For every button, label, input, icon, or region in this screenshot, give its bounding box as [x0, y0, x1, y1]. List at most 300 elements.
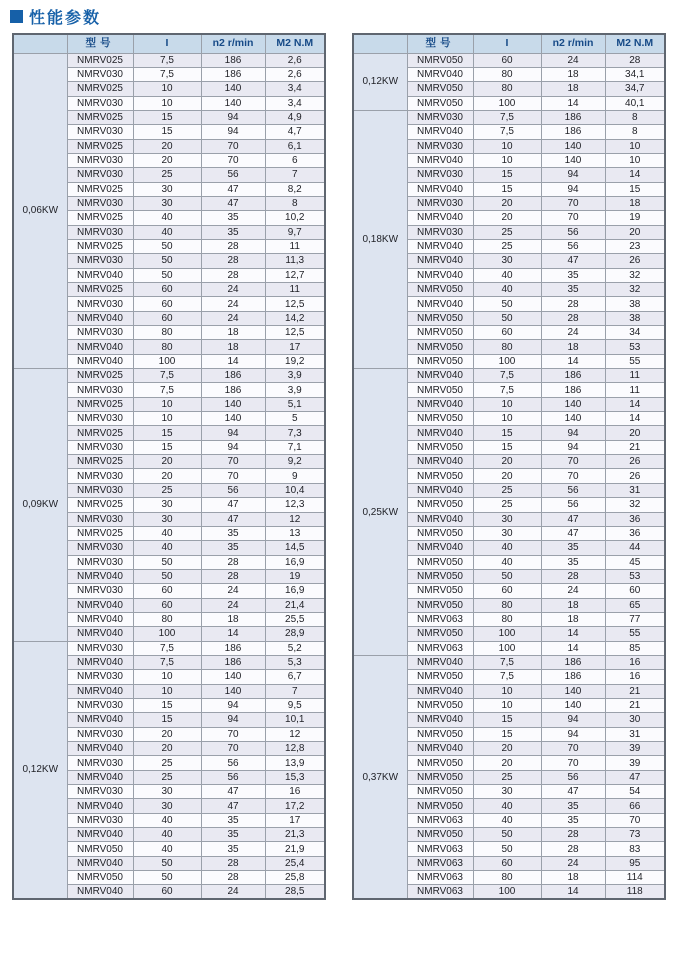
cell-ratio: 25	[473, 483, 541, 497]
header-ratio: I	[473, 34, 541, 53]
cell-speed: 28	[541, 297, 605, 311]
cell-ratio: 100	[473, 641, 541, 655]
cell-speed: 35	[201, 813, 265, 827]
cell-model: NMRV030	[67, 297, 133, 311]
cell-ratio: 40	[473, 799, 541, 813]
cell-torque: 5	[265, 412, 325, 426]
cell-ratio: 30	[133, 799, 201, 813]
cell-model: NMRV040	[407, 211, 473, 225]
cell-model: NMRV050	[407, 354, 473, 368]
cell-ratio: 7,5	[473, 655, 541, 669]
cell-speed: 35	[201, 225, 265, 239]
cell-model: NMRV040	[407, 512, 473, 526]
cell-model: NMRV030	[67, 440, 133, 454]
cell-ratio: 40	[473, 813, 541, 827]
cell-speed: 140	[201, 670, 265, 684]
cell-speed: 28	[201, 569, 265, 583]
cell-speed: 24	[201, 297, 265, 311]
cell-model: NMRV050	[407, 770, 473, 784]
header-row	[353, 34, 665, 53]
cell-ratio: 50	[133, 268, 201, 282]
cell-speed: 35	[541, 283, 605, 297]
cell-torque: 32	[605, 498, 665, 512]
cell-speed: 186	[541, 125, 605, 139]
cell-model: NMRV040	[67, 627, 133, 641]
power-group-label: 0,37KW	[353, 655, 407, 899]
cell-torque: 32	[605, 268, 665, 282]
cell-torque: 19	[265, 569, 325, 583]
cell-torque: 47	[605, 770, 665, 784]
cell-ratio: 15	[133, 110, 201, 124]
cell-ratio: 10	[473, 684, 541, 698]
cell-torque: 23	[605, 239, 665, 253]
cell-speed: 94	[541, 440, 605, 454]
cell-model: NMRV040	[407, 655, 473, 669]
cell-speed: 35	[201, 842, 265, 856]
cell-ratio: 7,5	[473, 670, 541, 684]
cell-ratio: 60	[473, 856, 541, 870]
cell-speed: 35	[541, 799, 605, 813]
cell-model: NMRV063	[407, 856, 473, 870]
cell-speed: 47	[541, 526, 605, 540]
cell-ratio: 100	[473, 627, 541, 641]
cell-torque: 12,7	[265, 268, 325, 282]
cell-torque: 11,3	[265, 254, 325, 268]
cell-ratio: 25	[133, 483, 201, 497]
cell-ratio: 60	[133, 584, 201, 598]
cell-speed: 24	[541, 584, 605, 598]
cell-model: NMRV040	[67, 742, 133, 756]
cell-speed: 47	[201, 498, 265, 512]
cell-ratio: 7,5	[473, 369, 541, 383]
cell-ratio: 50	[473, 842, 541, 856]
cell-ratio: 10	[133, 96, 201, 110]
cell-model: NMRV030	[67, 153, 133, 167]
header-empty-cell	[353, 34, 407, 53]
cell-model: NMRV030	[67, 670, 133, 684]
cell-torque: 28	[605, 53, 665, 67]
cell-model: NMRV030	[67, 541, 133, 555]
cell-model: NMRV030	[67, 168, 133, 182]
cell-torque: 18	[605, 196, 665, 210]
cell-model: NMRV050	[67, 842, 133, 856]
cell-model: NMRV050	[407, 383, 473, 397]
cell-speed: 186	[541, 670, 605, 684]
cell-torque: 14,5	[265, 541, 325, 555]
cell-speed: 14	[541, 885, 605, 899]
cell-model: NMRV040	[407, 713, 473, 727]
cell-speed: 18	[541, 67, 605, 81]
cell-ratio: 15	[473, 440, 541, 454]
cell-model: NMRV025	[67, 110, 133, 124]
cell-speed: 94	[541, 426, 605, 440]
cell-ratio: 15	[133, 426, 201, 440]
cell-torque: 21,3	[265, 828, 325, 842]
cell-speed: 35	[541, 541, 605, 555]
cell-speed: 56	[541, 770, 605, 784]
cell-torque: 66	[605, 799, 665, 813]
cell-model: NMRV040	[407, 297, 473, 311]
cell-torque: 85	[605, 641, 665, 655]
cell-model: NMRV050	[407, 412, 473, 426]
cell-model: NMRV040	[407, 254, 473, 268]
cell-model: NMRV063	[407, 885, 473, 899]
spec-table-right	[352, 33, 666, 900]
cell-torque: 28,5	[265, 885, 325, 899]
cell-speed: 28	[541, 311, 605, 325]
cell-torque: 54	[605, 785, 665, 799]
cell-torque: 10,2	[265, 211, 325, 225]
cell-model: NMRV040	[407, 239, 473, 253]
cell-torque: 36	[605, 526, 665, 540]
cell-torque: 31	[605, 483, 665, 497]
cell-torque: 3,9	[265, 383, 325, 397]
cell-ratio: 80	[473, 67, 541, 81]
cell-speed: 47	[201, 785, 265, 799]
cell-speed: 70	[541, 196, 605, 210]
cell-speed: 186	[201, 383, 265, 397]
cell-speed: 18	[201, 340, 265, 354]
cell-speed: 35	[541, 268, 605, 282]
cell-model: NMRV050	[407, 627, 473, 641]
cell-torque: 16	[265, 785, 325, 799]
cell-torque: 16,9	[265, 584, 325, 598]
cell-torque: 25,5	[265, 612, 325, 626]
cell-torque: 6,1	[265, 139, 325, 153]
cell-speed: 186	[201, 641, 265, 655]
cell-model: NMRV025	[67, 526, 133, 540]
cell-model: NMRV040	[67, 598, 133, 612]
cell-model: NMRV030	[67, 254, 133, 268]
cell-ratio: 15	[473, 713, 541, 727]
table-row	[13, 641, 325, 655]
cell-torque: 25,8	[265, 871, 325, 885]
cell-torque: 10	[605, 153, 665, 167]
power-group-label: 0,12KW	[353, 53, 407, 110]
cell-model: NMRV040	[407, 153, 473, 167]
cell-speed: 14	[201, 354, 265, 368]
cell-speed: 70	[201, 742, 265, 756]
cell-speed: 186	[541, 369, 605, 383]
cell-ratio: 60	[133, 885, 201, 899]
cell-torque: 17,2	[265, 799, 325, 813]
cell-model: NMRV040	[67, 612, 133, 626]
cell-model: NMRV050	[407, 326, 473, 340]
cell-speed: 70	[201, 727, 265, 741]
cell-torque: 95	[605, 856, 665, 870]
cell-ratio: 30	[133, 196, 201, 210]
cell-ratio: 80	[133, 612, 201, 626]
cell-model: NMRV050	[407, 96, 473, 110]
cell-model: NMRV063	[407, 641, 473, 655]
cell-model: NMRV050	[407, 828, 473, 842]
cell-model: NMRV030	[67, 756, 133, 770]
cell-speed: 35	[201, 211, 265, 225]
cell-speed: 35	[201, 828, 265, 842]
cell-ratio: 7,5	[133, 655, 201, 669]
cell-speed: 47	[541, 512, 605, 526]
cell-ratio: 10	[473, 412, 541, 426]
cell-torque: 26	[605, 254, 665, 268]
cell-torque: 17	[265, 813, 325, 827]
cell-ratio: 50	[473, 828, 541, 842]
cell-model: NMRV025	[67, 139, 133, 153]
cell-model: NMRV025	[67, 182, 133, 196]
cell-ratio: 10	[133, 412, 201, 426]
header-model: 型号	[407, 34, 473, 53]
cell-torque: 14	[605, 412, 665, 426]
cell-ratio: 7,5	[133, 641, 201, 655]
cell-speed: 56	[541, 498, 605, 512]
cell-ratio: 20	[473, 756, 541, 770]
cell-model: NMRV030	[67, 698, 133, 712]
cell-ratio: 60	[473, 584, 541, 598]
cell-speed: 70	[541, 211, 605, 225]
power-group-label: 0,25KW	[353, 369, 407, 656]
title-square-icon	[10, 10, 23, 23]
cell-speed: 56	[201, 756, 265, 770]
cell-model: NMRV050	[407, 340, 473, 354]
cell-ratio: 40	[473, 268, 541, 282]
cell-torque: 5,2	[265, 641, 325, 655]
cell-ratio: 80	[133, 340, 201, 354]
cell-model: NMRV040	[67, 655, 133, 669]
cell-speed: 35	[541, 555, 605, 569]
cell-speed: 47	[201, 512, 265, 526]
cell-ratio: 20	[133, 139, 201, 153]
cell-torque: 17	[265, 340, 325, 354]
cell-speed: 28	[201, 268, 265, 282]
cell-model: NMRV050	[407, 584, 473, 598]
cell-speed: 140	[541, 153, 605, 167]
cell-speed: 140	[541, 397, 605, 411]
cell-speed: 18	[201, 326, 265, 340]
cell-speed: 140	[541, 684, 605, 698]
power-group-label: 0,12KW	[13, 641, 67, 899]
cell-ratio: 20	[133, 727, 201, 741]
cell-torque: 12,8	[265, 742, 325, 756]
cell-model: NMRV040	[407, 742, 473, 756]
table-row	[353, 655, 665, 669]
cell-torque: 9,7	[265, 225, 325, 239]
cell-model: NMRV025	[67, 455, 133, 469]
cell-torque: 55	[605, 354, 665, 368]
cell-model: NMRV063	[407, 871, 473, 885]
table-row	[13, 53, 325, 67]
cell-torque: 8	[265, 196, 325, 210]
cell-torque: 7,3	[265, 426, 325, 440]
cell-model: NMRV040	[67, 311, 133, 325]
cell-ratio: 100	[133, 627, 201, 641]
cell-ratio: 7,5	[133, 67, 201, 81]
cell-model: NMRV025	[67, 82, 133, 96]
header-torque: M2 N.M	[265, 34, 325, 53]
cell-ratio: 7,5	[133, 53, 201, 67]
cell-ratio: 40	[133, 813, 201, 827]
cell-ratio: 20	[473, 196, 541, 210]
cell-model: NMRV040	[407, 125, 473, 139]
cell-model: NMRV050	[407, 756, 473, 770]
cell-model: NMRV040	[407, 541, 473, 555]
cell-speed: 14	[541, 354, 605, 368]
cell-model: NMRV040	[407, 483, 473, 497]
cell-torque: 19	[605, 211, 665, 225]
cell-model: NMRV050	[407, 440, 473, 454]
cell-ratio: 7,5	[133, 369, 201, 383]
cell-ratio: 80	[133, 326, 201, 340]
cell-ratio: 50	[133, 239, 201, 253]
cell-speed: 70	[201, 153, 265, 167]
cell-speed: 47	[541, 785, 605, 799]
power-group-label: 0,06KW	[13, 53, 67, 369]
cell-speed: 47	[201, 182, 265, 196]
cell-torque: 11	[605, 383, 665, 397]
cell-model: NMRV050	[407, 555, 473, 569]
cell-model: NMRV040	[67, 569, 133, 583]
cell-model: NMRV030	[67, 512, 133, 526]
cell-torque: 7	[265, 684, 325, 698]
cell-ratio: 25	[473, 225, 541, 239]
cell-torque: 8	[605, 110, 665, 124]
cell-ratio: 15	[473, 168, 541, 182]
cell-ratio: 60	[133, 598, 201, 612]
cell-ratio: 40	[473, 555, 541, 569]
header-empty-cell	[13, 34, 67, 53]
cell-ratio: 20	[473, 742, 541, 756]
cell-speed: 28	[201, 555, 265, 569]
cell-ratio: 10	[133, 670, 201, 684]
cell-model: NMRV030	[67, 469, 133, 483]
cell-torque: 2,6	[265, 67, 325, 81]
cell-ratio: 25	[133, 770, 201, 784]
cell-model: NMRV063	[407, 842, 473, 856]
cell-torque: 70	[605, 813, 665, 827]
cell-ratio: 30	[473, 512, 541, 526]
cell-ratio: 100	[473, 354, 541, 368]
cell-torque: 14	[605, 397, 665, 411]
cell-model: NMRV050	[407, 569, 473, 583]
cell-torque: 13	[265, 526, 325, 540]
cell-ratio: 30	[133, 785, 201, 799]
cell-ratio: 10	[133, 397, 201, 411]
cell-ratio: 7,5	[473, 383, 541, 397]
cell-speed: 94	[541, 168, 605, 182]
cell-ratio: 10	[473, 397, 541, 411]
cell-ratio: 25	[133, 756, 201, 770]
cell-torque: 20	[605, 426, 665, 440]
cell-torque: 21	[605, 698, 665, 712]
cell-model: NMRV030	[67, 555, 133, 569]
cell-ratio: 15	[133, 698, 201, 712]
cell-ratio: 50	[133, 254, 201, 268]
cell-torque: 8,2	[265, 182, 325, 196]
cell-torque: 15,3	[265, 770, 325, 784]
cell-speed: 24	[201, 885, 265, 899]
cell-speed: 18	[541, 871, 605, 885]
cell-speed: 70	[541, 756, 605, 770]
cell-ratio: 50	[473, 311, 541, 325]
cell-ratio: 10	[473, 698, 541, 712]
cell-torque: 9,2	[265, 455, 325, 469]
cell-model: NMRV030	[67, 125, 133, 139]
cell-model: NMRV030	[67, 727, 133, 741]
cell-torque: 31	[605, 727, 665, 741]
cell-model: NMRV030	[67, 196, 133, 210]
cell-ratio: 10	[133, 684, 201, 698]
cell-torque: 9	[265, 469, 325, 483]
cell-model: NMRV040	[67, 340, 133, 354]
cell-model: NMRV040	[67, 684, 133, 698]
cell-torque: 2,6	[265, 53, 325, 67]
cell-speed: 14	[201, 627, 265, 641]
cell-model: NMRV030	[407, 196, 473, 210]
cell-speed: 28	[541, 828, 605, 842]
cell-speed: 28	[201, 254, 265, 268]
cell-torque: 21,4	[265, 598, 325, 612]
cell-speed: 140	[201, 412, 265, 426]
cell-ratio: 20	[473, 469, 541, 483]
cell-ratio: 20	[473, 211, 541, 225]
header-speed: n2 r/min	[541, 34, 605, 53]
cell-speed: 140	[201, 96, 265, 110]
cell-speed: 140	[201, 397, 265, 411]
cell-model: NMRV050	[407, 53, 473, 67]
cell-speed: 14	[541, 96, 605, 110]
cell-model: NMRV063	[407, 813, 473, 827]
cell-ratio: 20	[133, 742, 201, 756]
cell-model: NMRV050	[407, 598, 473, 612]
cell-speed: 18	[541, 612, 605, 626]
cell-speed: 18	[541, 82, 605, 96]
cell-speed: 186	[541, 110, 605, 124]
cell-speed: 94	[541, 727, 605, 741]
cell-ratio: 60	[133, 283, 201, 297]
cell-ratio: 7,5	[133, 383, 201, 397]
cell-speed: 28	[201, 239, 265, 253]
cell-torque: 30	[605, 713, 665, 727]
cell-torque: 7,1	[265, 440, 325, 454]
cell-torque: 4,9	[265, 110, 325, 124]
cell-model: NMRV040	[407, 397, 473, 411]
cell-model: NMRV030	[67, 326, 133, 340]
cell-ratio: 30	[133, 498, 201, 512]
cell-ratio: 80	[473, 598, 541, 612]
cell-ratio: 60	[473, 326, 541, 340]
cell-model: NMRV025	[67, 239, 133, 253]
header-torque: M2 N.M	[605, 34, 665, 53]
cell-torque: 12,5	[265, 326, 325, 340]
cell-ratio: 10	[133, 82, 201, 96]
cell-model: NMRV030	[67, 584, 133, 598]
cell-speed: 140	[541, 412, 605, 426]
cell-speed: 70	[541, 469, 605, 483]
cell-speed: 24	[541, 856, 605, 870]
cell-model: NMRV050	[407, 526, 473, 540]
cell-torque: 21	[605, 440, 665, 454]
cell-speed: 70	[201, 139, 265, 153]
cell-speed: 94	[201, 698, 265, 712]
cell-torque: 25,4	[265, 856, 325, 870]
power-group-label: 0,18KW	[353, 110, 407, 368]
cell-model: NMRV040	[407, 684, 473, 698]
cell-ratio: 40	[133, 211, 201, 225]
header-model: 型号	[67, 34, 133, 53]
cell-ratio: 40	[133, 526, 201, 540]
cell-speed: 94	[201, 440, 265, 454]
cell-torque: 21,9	[265, 842, 325, 856]
cell-ratio: 40	[133, 541, 201, 555]
cell-ratio: 60	[133, 311, 201, 325]
